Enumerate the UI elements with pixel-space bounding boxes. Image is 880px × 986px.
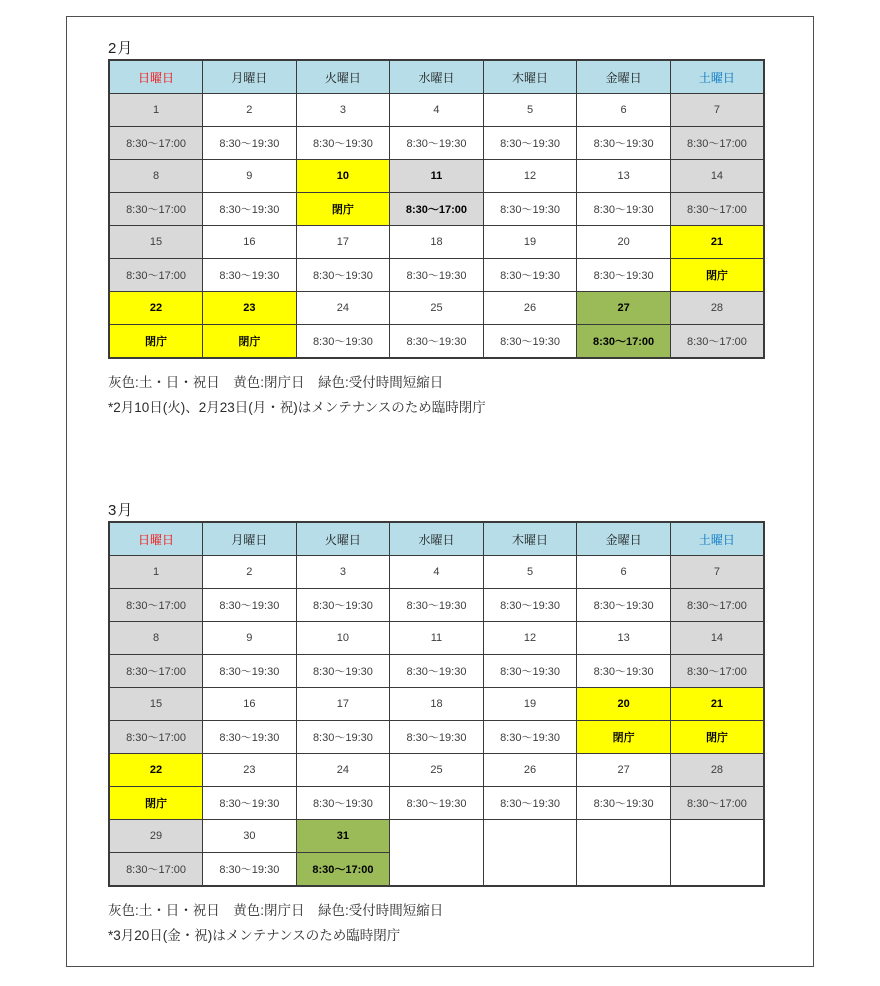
date-cell: 7 xyxy=(670,94,764,127)
weekday-header: 土曜日 xyxy=(670,60,764,94)
hours-cell: 8:30〜19:30 xyxy=(296,259,390,292)
date-cell: 27 xyxy=(577,754,671,787)
hours-cell: 8:30〜19:30 xyxy=(390,127,484,160)
date-cell: 16 xyxy=(203,226,297,259)
date-cell: 13 xyxy=(577,622,671,655)
date-cell: 28 xyxy=(670,292,764,325)
hours-cell: 8:30〜17:00 xyxy=(670,787,764,820)
date-cell: 7 xyxy=(670,556,764,589)
hours-cell: 8:30〜19:30 xyxy=(296,127,390,160)
hours-cell: 8:30〜19:30 xyxy=(390,655,484,688)
date-cell: 23 xyxy=(203,754,297,787)
date-cell: 3 xyxy=(296,94,390,127)
weekday-header: 水曜日 xyxy=(390,60,484,94)
hours-cell: 8:30〜19:30 xyxy=(203,721,297,754)
hours-cell: 8:30〜19:30 xyxy=(203,853,297,887)
hours-cell: 閉庁 xyxy=(670,259,764,292)
date-cell: 1 xyxy=(109,94,203,127)
date-cell: 27 xyxy=(577,292,671,325)
hours-cell: 8:30〜19:30 xyxy=(203,127,297,160)
hours-cell: 8:30〜19:30 xyxy=(577,787,671,820)
date-cell: 2 xyxy=(203,94,297,127)
hours-cell: 8:30〜19:30 xyxy=(203,589,297,622)
date-cell: 12 xyxy=(483,622,577,655)
hours-cell: 8:30〜17:00 xyxy=(670,655,764,688)
date-cell: 23 xyxy=(203,292,297,325)
date-cell: 17 xyxy=(296,688,390,721)
february-calendar-table xyxy=(108,59,765,359)
hours-cell: 8:30〜19:30 xyxy=(483,127,577,160)
date-cell: 15 xyxy=(109,688,203,721)
hours-cell: 8:30〜17:00 xyxy=(577,325,671,359)
empty-cell xyxy=(483,820,577,887)
date-cell: 30 xyxy=(203,820,297,853)
hours-cell: 8:30〜17:00 xyxy=(109,127,203,160)
hours-cell: 8:30〜17:00 xyxy=(670,193,764,226)
date-cell: 22 xyxy=(109,754,203,787)
february-title: 2月 xyxy=(108,40,134,57)
weekday-header: 金曜日 xyxy=(577,60,671,94)
hours-cell: 8:30〜19:30 xyxy=(296,589,390,622)
hours-cell: 8:30〜19:30 xyxy=(203,259,297,292)
date-cell: 29 xyxy=(109,820,203,853)
weekday-header: 木曜日 xyxy=(483,522,577,556)
hours-cell: 8:30〜19:30 xyxy=(577,589,671,622)
date-cell: 11 xyxy=(390,160,484,193)
hours-cell: 8:30〜17:00 xyxy=(109,193,203,226)
hours-cell: 8:30〜19:30 xyxy=(483,655,577,688)
color-legend: 灰色:土・日・祝日 黄色:閉庁日 緑色:受付時間短縮日 xyxy=(108,375,444,390)
hours-cell: 8:30〜19:30 xyxy=(577,193,671,226)
hours-cell: 閉庁 xyxy=(203,325,297,359)
march-calendar-table xyxy=(108,521,765,887)
date-cell: 16 xyxy=(203,688,297,721)
hours-cell: 8:30〜19:30 xyxy=(483,325,577,359)
date-cell: 20 xyxy=(577,688,671,721)
hours-cell: 8:30〜19:30 xyxy=(390,325,484,359)
date-cell: 6 xyxy=(577,556,671,589)
date-cell: 5 xyxy=(483,94,577,127)
hours-cell: 8:30〜19:30 xyxy=(577,127,671,160)
hours-cell: 8:30〜17:00 xyxy=(670,589,764,622)
date-cell: 25 xyxy=(390,754,484,787)
hours-cell: 閉庁 xyxy=(109,787,203,820)
date-cell: 18 xyxy=(390,688,484,721)
date-cell: 18 xyxy=(390,226,484,259)
date-cell: 26 xyxy=(483,292,577,325)
date-cell: 2 xyxy=(203,556,297,589)
hours-cell: 8:30〜19:30 xyxy=(296,787,390,820)
february-section xyxy=(108,37,765,420)
hours-cell: 8:30〜19:30 xyxy=(203,787,297,820)
date-cell: 25 xyxy=(390,292,484,325)
date-cell: 21 xyxy=(670,688,764,721)
march-section xyxy=(108,499,765,948)
hours-cell: 8:30〜19:30 xyxy=(577,259,671,292)
date-cell: 26 xyxy=(483,754,577,787)
date-cell: 31 xyxy=(296,820,390,853)
date-cell: 17 xyxy=(296,226,390,259)
hours-cell: 8:30〜19:30 xyxy=(483,193,577,226)
date-cell: 10 xyxy=(296,622,390,655)
hours-cell: 8:30〜19:30 xyxy=(577,655,671,688)
date-cell: 13 xyxy=(577,160,671,193)
date-cell: 12 xyxy=(483,160,577,193)
hours-cell: 8:30〜19:30 xyxy=(296,721,390,754)
hours-cell: 8:30〜19:30 xyxy=(483,787,577,820)
date-cell: 9 xyxy=(203,160,297,193)
empty-cell xyxy=(390,820,484,887)
date-cell: 4 xyxy=(390,556,484,589)
february-notes xyxy=(108,370,765,420)
date-cell: 19 xyxy=(483,688,577,721)
weekday-header: 日曜日 xyxy=(109,522,203,556)
hours-cell: 8:30〜19:30 xyxy=(483,721,577,754)
date-cell: 22 xyxy=(109,292,203,325)
date-cell: 24 xyxy=(296,292,390,325)
hours-cell: 8:30〜17:00 xyxy=(109,259,203,292)
date-cell: 1 xyxy=(109,556,203,589)
date-cell: 8 xyxy=(109,160,203,193)
date-cell: 6 xyxy=(577,94,671,127)
weekday-header: 火曜日 xyxy=(296,522,390,556)
date-cell: 14 xyxy=(670,160,764,193)
date-cell: 20 xyxy=(577,226,671,259)
page-border xyxy=(66,16,814,967)
hours-cell: 8:30〜19:30 xyxy=(390,721,484,754)
weekday-header: 金曜日 xyxy=(577,522,671,556)
weekday-header: 月曜日 xyxy=(203,60,297,94)
hours-cell: 8:30〜17:00 xyxy=(390,193,484,226)
date-cell: 5 xyxy=(483,556,577,589)
date-cell: 24 xyxy=(296,754,390,787)
color-legend: 灰色:土・日・祝日 黄色:閉庁日 緑色:受付時間短縮日 xyxy=(108,903,444,918)
hours-cell: 8:30〜17:00 xyxy=(109,721,203,754)
date-cell: 8 xyxy=(109,622,203,655)
hours-cell: 8:30〜19:30 xyxy=(390,259,484,292)
date-cell: 4 xyxy=(390,94,484,127)
march-title: 3月 xyxy=(108,502,134,519)
hours-cell: 8:30〜19:30 xyxy=(203,655,297,688)
hours-cell: 8:30〜17:00 xyxy=(109,853,203,887)
hours-cell: 8:30〜19:30 xyxy=(296,655,390,688)
hours-cell: 8:30〜17:00 xyxy=(670,127,764,160)
weekday-header: 日曜日 xyxy=(109,60,203,94)
hours-cell: 閉庁 xyxy=(296,193,390,226)
maintenance-note: *3月20日(金・祝)はメンテナンスのため臨時閉庁 xyxy=(108,928,401,943)
date-cell: 10 xyxy=(296,160,390,193)
date-cell: 28 xyxy=(670,754,764,787)
date-cell: 11 xyxy=(390,622,484,655)
hours-cell: 8:30〜19:30 xyxy=(296,325,390,359)
hours-cell: 8:30〜19:30 xyxy=(483,589,577,622)
hours-cell: 8:30〜19:30 xyxy=(483,259,577,292)
hours-cell: 8:30〜19:30 xyxy=(203,193,297,226)
hours-cell: 8:30〜19:30 xyxy=(390,787,484,820)
hours-cell: 閉庁 xyxy=(577,721,671,754)
hours-cell: 8:30〜17:00 xyxy=(109,589,203,622)
weekday-header: 月曜日 xyxy=(203,522,297,556)
hours-cell: 8:30〜17:00 xyxy=(109,655,203,688)
date-cell: 9 xyxy=(203,622,297,655)
maintenance-note: *2月10日(火)、2月23日(月・祝)はメンテナンスのため臨時閉庁 xyxy=(108,400,486,415)
hours-cell: 閉庁 xyxy=(109,325,203,359)
hours-cell: 8:30〜17:00 xyxy=(670,325,764,359)
weekday-header: 木曜日 xyxy=(483,60,577,94)
weekday-header: 水曜日 xyxy=(390,522,484,556)
weekday-header: 火曜日 xyxy=(296,60,390,94)
empty-cell xyxy=(577,820,671,887)
weekday-header: 土曜日 xyxy=(670,522,764,556)
hours-cell: 8:30〜17:00 xyxy=(296,853,390,887)
hours-cell: 8:30〜19:30 xyxy=(390,589,484,622)
date-cell: 15 xyxy=(109,226,203,259)
date-cell: 19 xyxy=(483,226,577,259)
march-notes xyxy=(108,898,765,948)
date-cell: 21 xyxy=(670,226,764,259)
date-cell: 3 xyxy=(296,556,390,589)
date-cell: 14 xyxy=(670,622,764,655)
empty-cell xyxy=(670,820,764,887)
hours-cell: 閉庁 xyxy=(670,721,764,754)
